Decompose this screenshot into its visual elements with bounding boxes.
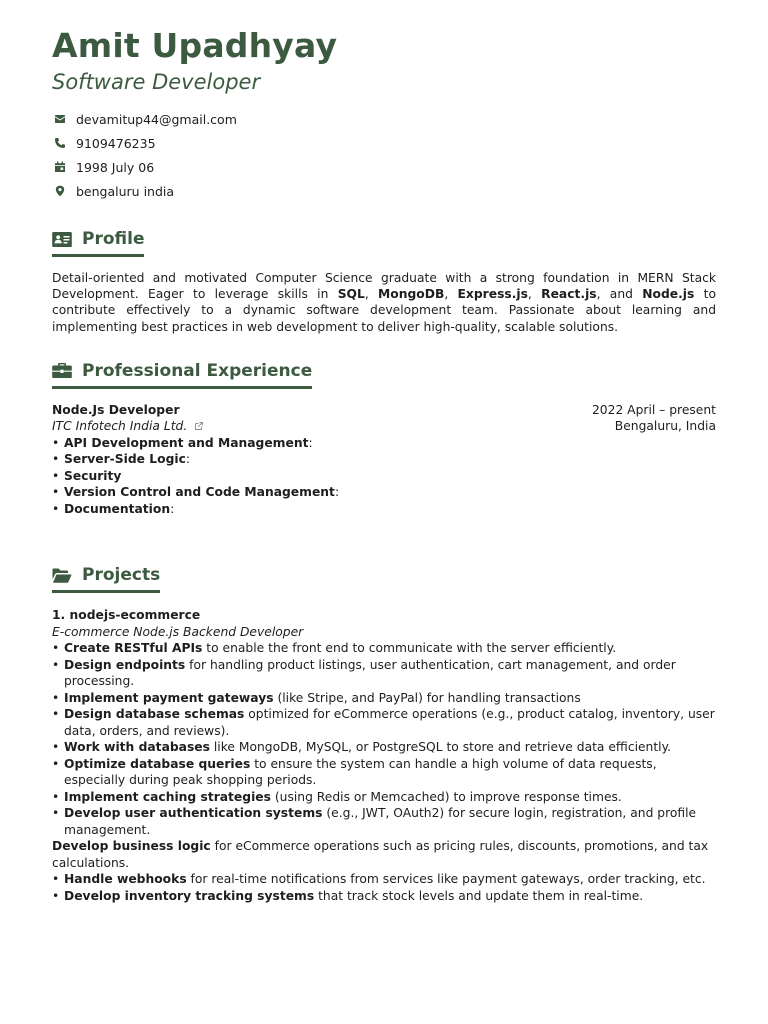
project-entry: [52, 607, 716, 904]
summary-sep: ,: [444, 287, 458, 302]
item-rest: (e.g., JWT, OAuth2) for secure login, registration, and profile management.: [64, 806, 697, 837]
item-rest: (using Redis or Memcached) to improve response times.: [270, 789, 622, 804]
item-bold: Create RESTful APIs: [64, 641, 203, 656]
list-item: [52, 888, 716, 905]
job-role: Node.Js Developer: [52, 402, 180, 417]
project-title: 1. nodejs-ecommerce: [52, 608, 201, 623]
item-bold: Develop business logic: [52, 839, 211, 854]
id-card-icon: [52, 231, 72, 248]
job-location: Bengaluru, India: [614, 419, 716, 434]
item-bold: Documentation: [64, 501, 171, 516]
list-item: [52, 739, 716, 756]
project-tasks: [52, 640, 716, 838]
item-bold: Optimize database queries: [64, 756, 251, 771]
phone-text[interactable]: 9109476235: [76, 135, 156, 151]
heading-underline: [52, 590, 160, 593]
item-rest: :: [170, 501, 175, 516]
plain-task-line: [52, 838, 716, 871]
projects-heading: [52, 563, 160, 593]
list-item: [52, 435, 716, 452]
calendar-icon: [53, 161, 66, 174]
job-responsibilities: [52, 435, 716, 518]
list-item: [52, 640, 716, 657]
contact-phone[interactable]: [52, 131, 716, 155]
project-subtitle: E-commerce Node.js Backend Developer: [52, 624, 304, 639]
item-bold: Security: [64, 468, 122, 483]
item-bold: Handle webhooks: [64, 872, 187, 887]
candidate-name: Amit Upadhyay: [52, 26, 338, 65]
external-link-icon[interactable]: [195, 422, 203, 430]
summary-sep: ,: [364, 287, 379, 302]
item-rest: to enable the front end to communicate with the server efficiently.: [202, 641, 617, 656]
contact-location: [52, 179, 716, 203]
item-rest: (like Stripe, and PayPal) for handling transactions: [273, 690, 581, 705]
list-item: [52, 805, 716, 838]
list-item: [52, 706, 716, 739]
company-link[interactable]: ITC Infotech India Ltd.: [52, 419, 188, 434]
item-bold: Develop user authentication systems: [64, 806, 323, 821]
summary-sep: ,: [527, 287, 542, 302]
item-bold: Design endpoints: [64, 657, 186, 672]
job-entry: [52, 402, 716, 518]
item-rest: optimized for eCommerce operations (e.g., product catalog, inventory, user data, orders, and reviews).: [64, 707, 715, 738]
briefcase-icon: [52, 362, 72, 379]
skill-express: Express.js: [457, 287, 528, 302]
list-item: [52, 657, 716, 690]
item-bold: Work with databases: [64, 740, 210, 755]
list-item: [52, 789, 716, 806]
item-bold: Design database schemas: [64, 707, 245, 722]
skill-node: Node.js: [642, 287, 695, 302]
phone-icon: [53, 137, 66, 150]
experience-heading: [52, 359, 312, 389]
item-rest: that track stock levels and update them in real-time.: [314, 888, 644, 903]
item-bold: Version Control and Code Management: [64, 485, 335, 500]
item-rest: to ensure the system can handle a high volume of data requests, especially during peak shopping periods.: [64, 756, 657, 788]
heading-underline: [52, 386, 312, 389]
profile-heading: [52, 227, 144, 257]
item-bold: Implement payment gateways: [64, 690, 274, 705]
experience-heading-label: Professional Experience: [82, 360, 313, 381]
item-bold: Server-Side Logic: [64, 452, 186, 467]
item-rest: like MongoDB, MySQL, or PostgreSQL to store and retrieve data efficiently.: [209, 740, 672, 755]
location-text: bengaluru india: [76, 183, 175, 199]
item-rest: for eCommerce operations such as pricing rules, discounts, promotions, and tax calculations.: [52, 839, 709, 870]
project-tasks-more: [52, 871, 716, 904]
item-rest: for real-time notifications from services like payment gateways, order tracking, etc.: [186, 872, 706, 887]
heading-underline: [52, 254, 144, 257]
item-bold: Develop inventory tracking systems: [64, 888, 315, 903]
skill-react: React.js: [541, 287, 597, 302]
list-item: [52, 756, 716, 789]
item-bold: API Development and Management: [64, 435, 309, 450]
list-item: [52, 468, 716, 485]
summary-text: to contribute effectively to a dynamic software development team. Passionate about learning and implementing best practices in web development to deliver high-quality, scalable solutions.: [52, 287, 716, 334]
summary-sep: , and: [596, 287, 643, 302]
item-rest: :: [185, 452, 191, 467]
folder-open-icon: [52, 567, 72, 584]
list-item: [52, 501, 716, 518]
item-rest: for handling product listings, user authentication, cart management, and order processing.: [64, 657, 676, 689]
birthdate-text: 1998 July 06: [76, 159, 155, 175]
job-title: Software Developer: [52, 70, 261, 94]
contact-email[interactable]: [52, 107, 716, 131]
skill-sql: SQL: [337, 287, 365, 302]
contact-list: [52, 107, 716, 203]
item-bold: Implement caching strategies: [64, 789, 271, 804]
skill-mongodb: MongoDB: [378, 287, 445, 302]
item-rest: :: [308, 435, 313, 450]
list-item: [52, 690, 716, 707]
profile-summary: [52, 270, 716, 335]
list-item: [52, 871, 716, 888]
item-rest: :: [334, 485, 340, 500]
summary-text: Detail-oriented and motivated Computer Science graduate with a strong foundation in MERN Stack Development. Eager to leverage skills in: [52, 271, 716, 302]
profile-heading-label: Profile: [82, 229, 145, 249]
location-pin-icon: [53, 185, 66, 198]
envelope-icon: [53, 113, 66, 126]
projects-heading-label: Projects: [82, 565, 161, 586]
email-text[interactable]: devamitup44@gmail.com: [76, 111, 237, 127]
list-item: [52, 484, 716, 501]
contact-birthdate: [52, 155, 716, 179]
list-item: [52, 451, 716, 468]
job-dates: 2022 April – present: [591, 402, 716, 417]
resume-page: [52, 26, 716, 904]
